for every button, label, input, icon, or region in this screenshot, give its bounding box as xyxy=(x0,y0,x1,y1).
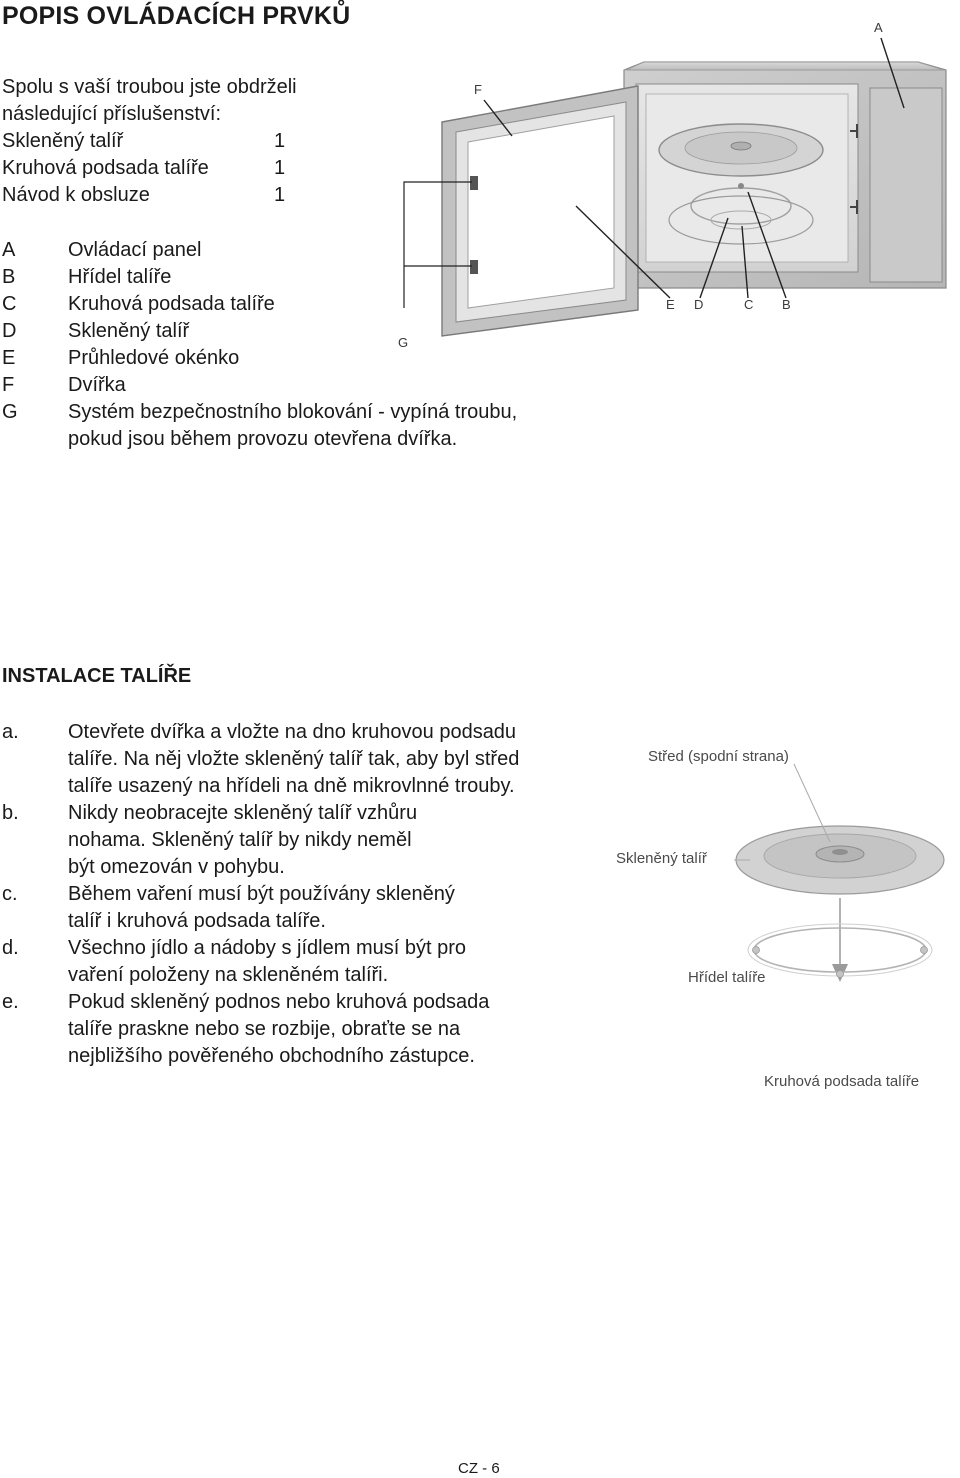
parts-letter: E xyxy=(2,347,16,369)
glass-plate xyxy=(736,826,944,894)
accessory-name: Návod k obsluze xyxy=(2,184,150,206)
parts-text: Hřídel talíře xyxy=(68,266,172,288)
oven-body xyxy=(624,62,946,288)
accessory-item xyxy=(2,182,302,209)
label-hub: Střed (spodní strana) xyxy=(648,748,789,765)
step-line: Během vaření musí být používány skleněný xyxy=(68,883,455,905)
parts-text: Dvířka xyxy=(68,374,126,396)
accessory-name: Skleněný talíř xyxy=(2,130,124,152)
step-line: nohama. Skleněný talíř by nikdy neměl xyxy=(68,829,412,851)
parts-letter: C xyxy=(2,293,17,315)
tray-diagram xyxy=(612,738,958,1098)
label-ring: Kruhová podsada talíře xyxy=(764,1073,920,1090)
callout-a: A xyxy=(874,20,883,35)
callout-f: F xyxy=(474,82,482,97)
label-glass: Skleněný talíř xyxy=(616,850,707,867)
step-label: d. xyxy=(2,937,19,959)
section-heading: INSTALACE TALÍŘE xyxy=(2,665,192,687)
callout-d: D xyxy=(694,297,704,312)
step-line: talíře usazený na hřídeli na dně mikrovlnné trouby. xyxy=(68,775,515,797)
step-label: b. xyxy=(2,802,19,824)
callout-e: E xyxy=(666,297,675,312)
step-line: talíře praskne nebo se rozbije, obraťte se na xyxy=(68,1018,461,1040)
parts-text: Skleněný talíř xyxy=(68,320,190,342)
parts-text: Systém bezpečnostního blokování - vypíná troubu, xyxy=(68,401,518,423)
parts-text: Ovládací panel xyxy=(68,239,202,261)
callout-c: C xyxy=(744,297,754,312)
parts-letter: G xyxy=(2,401,18,423)
parts-letter: F xyxy=(2,374,15,396)
page-number: CZ - 6 xyxy=(458,1460,500,1477)
step-line: Otevřete dvířka a vložte na dno kruhovou podsadu xyxy=(68,721,517,743)
step-line: talíř i kruhová podsada talíře. xyxy=(68,910,326,932)
step-line: Všechno jídlo a nádoby s jídlem musí být pro xyxy=(68,937,466,959)
callout-b: B xyxy=(782,297,791,312)
accessory-qty: 1 xyxy=(274,157,286,179)
accessory-name: Kruhová podsada talíře xyxy=(2,157,209,179)
parts-letter: D xyxy=(2,320,17,342)
accessory-item xyxy=(2,128,302,155)
accessory-item xyxy=(2,155,302,182)
step-line: být omezován v pohybu. xyxy=(68,856,285,878)
oven-diagram xyxy=(396,10,956,350)
intro-line-2: následující příslušenství: xyxy=(2,103,221,125)
label-shaft: Hřídel talíře xyxy=(688,969,766,986)
parts-letter: B xyxy=(2,266,16,288)
step-label: a. xyxy=(2,721,19,743)
step-line: Nikdy neobracejte skleněný talíř vzhůru xyxy=(68,802,418,824)
parts-letter: A xyxy=(2,239,16,261)
accessory-qty: 1 xyxy=(274,184,286,206)
parts-text: Kruhová podsada talíře xyxy=(68,293,275,315)
step-line: vaření položeny na skleněném talíři. xyxy=(68,964,389,986)
oven-door xyxy=(442,86,638,336)
step-line: nejbližšího pověřeného obchodního zástupce. xyxy=(68,1045,475,1067)
callout-g: G xyxy=(398,335,409,350)
parts-text: Průhledové okénko xyxy=(68,347,240,369)
step-line: Pokud skleněný podnos nebo kruhová podsada xyxy=(68,991,490,1013)
step-label: e. xyxy=(2,991,19,1013)
page-title: POPIS OVLÁDACÍCH PRVKŮ xyxy=(2,2,351,30)
step-line: talíře. Na něj vložte skleněný talíř tak, aby byl střed xyxy=(68,748,520,770)
intro-line-1: Spolu s vaší troubou jste obdrželi xyxy=(2,76,297,98)
turntable-shaft xyxy=(832,898,848,982)
step-label: c. xyxy=(2,883,18,905)
accessory-qty: 1 xyxy=(274,130,286,152)
parts-text: pokud jsou během provozu otevřena dvířka. xyxy=(68,428,458,450)
